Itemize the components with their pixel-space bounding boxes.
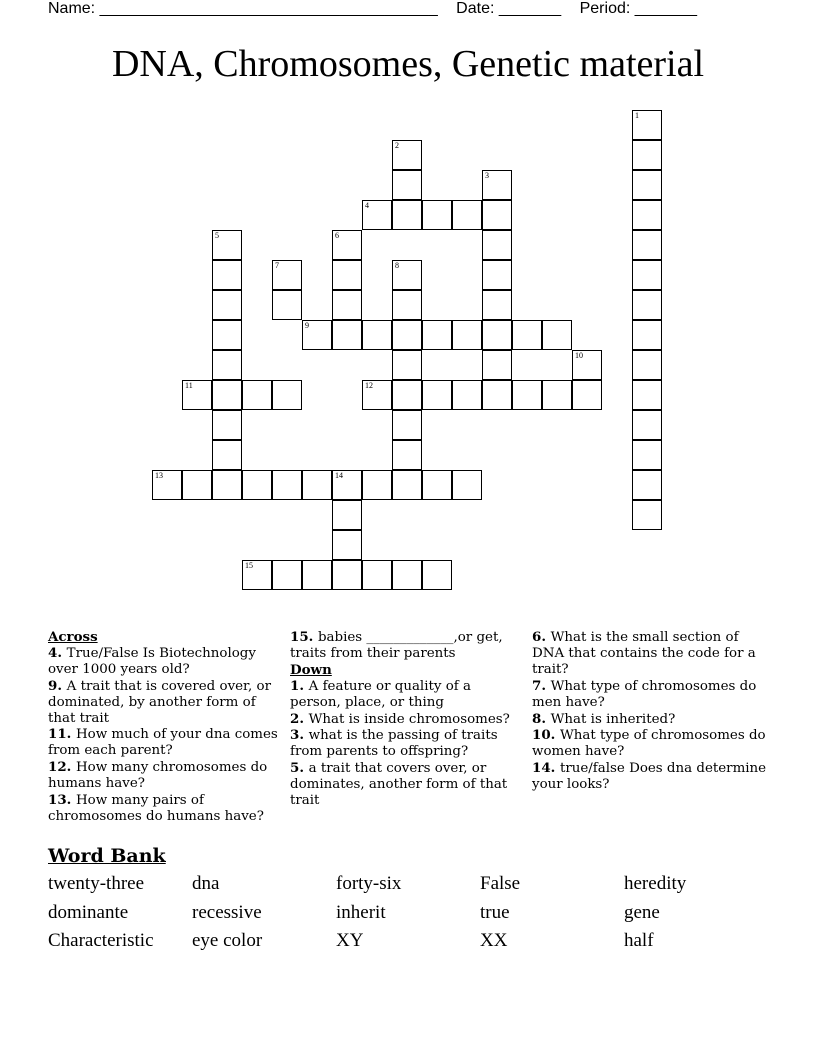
clue-item: 6. What is the small section of DNA that contains the code for a trait? (532, 629, 756, 677)
clue-number: 7 (275, 261, 279, 270)
page-title: DNA, Chromosomes, Genetic material (111, 43, 705, 85)
grid-cell[interactable] (302, 470, 332, 500)
grid-cell[interactable] (212, 290, 242, 320)
grid-cell[interactable] (272, 380, 302, 410)
grid-cell[interactable] (212, 470, 242, 500)
grid-cell[interactable] (302, 560, 332, 590)
grid-cell[interactable] (632, 410, 662, 440)
grid-cell[interactable] (332, 290, 362, 320)
grid-cell[interactable] (392, 290, 422, 320)
grid-cell[interactable] (212, 350, 242, 380)
clue-column-2 (290, 630, 522, 810)
name-field[interactable]: Name: ______________________________________ (48, 0, 438, 17)
grid-cell[interactable] (422, 470, 452, 500)
clue-number: 14 (335, 471, 343, 480)
clue-item: 1. A feature or quality of a person, place, or thing (290, 677, 471, 710)
clue-number: 15 (245, 561, 253, 570)
clue-number: 8 (395, 261, 399, 270)
word-bank-entry: recessive (192, 901, 262, 923)
clue-item: 14. true/false Does dna determine your looks? (532, 760, 767, 793)
clue-number: 2 (395, 141, 399, 150)
grid-cell[interactable] (632, 320, 662, 350)
grid-cell[interactable] (572, 380, 602, 410)
clue-item: 2. What is inside chromosomes? (290, 710, 510, 727)
grid-cell[interactable] (632, 470, 662, 500)
clue-column-3 (532, 630, 768, 794)
clue-column-1 (48, 630, 280, 826)
clue-number: 12 (365, 381, 373, 390)
clue-number: 10 (575, 351, 583, 360)
clue-item: 3. what is the passing of traits from parents to offspring? (290, 727, 498, 760)
grid-cell[interactable] (482, 350, 512, 380)
grid-cell[interactable] (392, 470, 422, 500)
grid-cell[interactable] (182, 470, 212, 500)
clue-item: 4. True/False Is Biotechnology over 1000 years old? (48, 644, 256, 677)
word-bank-entry: False (480, 873, 521, 894)
clue-item: 10. What type of chromosomes do women have? (532, 727, 766, 760)
grid-cell[interactable] (632, 350, 662, 380)
clue-item: 7. What type of chromosomes do men have? (532, 677, 757, 710)
grid-cell[interactable] (632, 200, 662, 230)
grid-cell[interactable] (422, 320, 452, 350)
word-bank-entry: XX (480, 930, 508, 951)
grid-cell[interactable] (632, 110, 662, 140)
grid-cell[interactable] (482, 380, 512, 410)
grid-cell[interactable] (332, 500, 362, 530)
grid-cell[interactable] (332, 260, 362, 290)
grid-cell[interactable] (182, 380, 212, 410)
date-field[interactable]: Date: _______ (456, 0, 562, 17)
grid-cell[interactable] (422, 200, 452, 230)
clue-item: 9. A trait that is covered over, or dominated, by another form of that trait (48, 677, 271, 726)
clue-number: 11 (185, 381, 193, 390)
grid-cell[interactable] (422, 380, 452, 410)
grid-cell[interactable] (482, 320, 512, 350)
grid-cell[interactable] (212, 320, 242, 350)
clue-number: 6 (335, 231, 339, 240)
word-bank-entry: forty-six (336, 873, 402, 894)
grid-cell[interactable] (452, 470, 482, 500)
grid-cell[interactable] (452, 200, 482, 230)
word-bank-entry: twenty-three (48, 873, 145, 894)
grid-cell[interactable] (272, 560, 302, 590)
grid-cell[interactable] (542, 380, 572, 410)
grid-cell[interactable] (152, 470, 182, 500)
grid-cell[interactable] (632, 290, 662, 320)
grid-cell[interactable] (272, 290, 302, 320)
clue-number: 13 (155, 471, 163, 480)
grid-cell[interactable] (422, 560, 452, 590)
grid-cell[interactable] (632, 380, 662, 410)
clue-item: 12. How many chromosomes do humans have? (48, 759, 268, 792)
word-bank-entry: heredity (624, 873, 687, 894)
grid-cell[interactable] (392, 380, 422, 410)
down-heading: Down (290, 661, 332, 678)
grid-cell[interactable] (332, 230, 362, 260)
grid-cell[interactable] (332, 320, 362, 350)
word-bank-entry: eye color (192, 930, 263, 951)
grid-cell[interactable] (392, 440, 422, 470)
grid-cell[interactable] (272, 470, 302, 500)
grid-cell[interactable] (542, 320, 572, 350)
header (48, 0, 711, 18)
grid-cell[interactable] (242, 380, 272, 410)
clue-number: 3 (485, 171, 489, 180)
grid-cell[interactable] (392, 200, 422, 230)
clue-number: 4 (365, 201, 369, 210)
grid-cell[interactable] (482, 170, 512, 200)
grid-cell[interactable] (242, 470, 272, 500)
clue-item: 8. What is inherited? (532, 710, 676, 727)
grid-cell[interactable] (392, 140, 422, 170)
grid-cell[interactable] (482, 290, 512, 320)
grid-cell[interactable] (212, 230, 242, 260)
period-field[interactable]: Period: _______ (579, 0, 698, 17)
grid-cell[interactable] (332, 560, 362, 590)
grid-cell[interactable] (452, 380, 482, 410)
grid-cell[interactable] (482, 200, 512, 230)
grid-cell[interactable] (482, 260, 512, 290)
grid-cell[interactable] (572, 350, 602, 380)
word-bank-entry: XY (336, 930, 364, 951)
grid-cell[interactable] (362, 380, 392, 410)
grid-cell[interactable] (482, 230, 512, 260)
grid-cell[interactable] (362, 320, 392, 350)
grid-cell[interactable] (302, 320, 332, 350)
word-bank-title: Word Bank (48, 845, 166, 867)
grid-cell[interactable] (362, 200, 392, 230)
grid-cell[interactable] (332, 470, 362, 500)
grid-cell[interactable] (362, 470, 392, 500)
grid-cell[interactable] (362, 560, 392, 590)
clue-item: 13. How many pairs of chromosomes do humans have? (48, 792, 264, 824)
grid-cell[interactable] (272, 260, 302, 290)
clue-number: 1 (635, 111, 639, 120)
grid-cell[interactable] (452, 320, 482, 350)
word-bank-entry: dna (192, 873, 220, 894)
grid-cell[interactable] (632, 230, 662, 260)
grid-cell[interactable] (632, 260, 662, 290)
word-bank-entry: gene (624, 901, 660, 923)
grid-cell[interactable] (512, 320, 542, 350)
clue-number: 5 (215, 231, 219, 240)
grid-cell[interactable] (632, 170, 662, 200)
word-bank-entry: half (624, 930, 654, 951)
clue-number: 9 (305, 321, 309, 330)
across-heading: Across (48, 629, 98, 645)
grid-cell[interactable] (392, 320, 422, 350)
grid-cell[interactable] (512, 380, 542, 410)
grid-cell[interactable] (212, 260, 242, 290)
grid-cell[interactable] (392, 560, 422, 590)
word-bank-entry: true (480, 901, 510, 923)
grid-cell[interactable] (392, 170, 422, 200)
grid-cell[interactable] (392, 410, 422, 440)
grid-cell[interactable] (632, 440, 662, 470)
word-bank-entry: dominante (48, 901, 129, 923)
clue-item: 5. a trait that covers over, or dominates, another form of that trait (290, 760, 508, 809)
grid-cell[interactable] (392, 260, 422, 290)
grid-cell[interactable] (212, 380, 242, 410)
grid-cell[interactable] (242, 560, 272, 590)
grid-cell[interactable] (632, 500, 662, 530)
grid-cell[interactable] (392, 350, 422, 380)
grid-cell[interactable] (332, 530, 362, 560)
clue-item: 11. How much of your dna comes from each parent? (48, 726, 278, 759)
word-bank-entry: inherit (336, 901, 386, 923)
clue-item: 15. babies _____________,or get, traits from their parents (290, 629, 503, 661)
grid-cell[interactable] (212, 410, 242, 440)
grid-cell[interactable] (212, 440, 242, 470)
grid-cell[interactable] (632, 140, 662, 170)
word-bank-entry: Characteristic (48, 930, 154, 951)
